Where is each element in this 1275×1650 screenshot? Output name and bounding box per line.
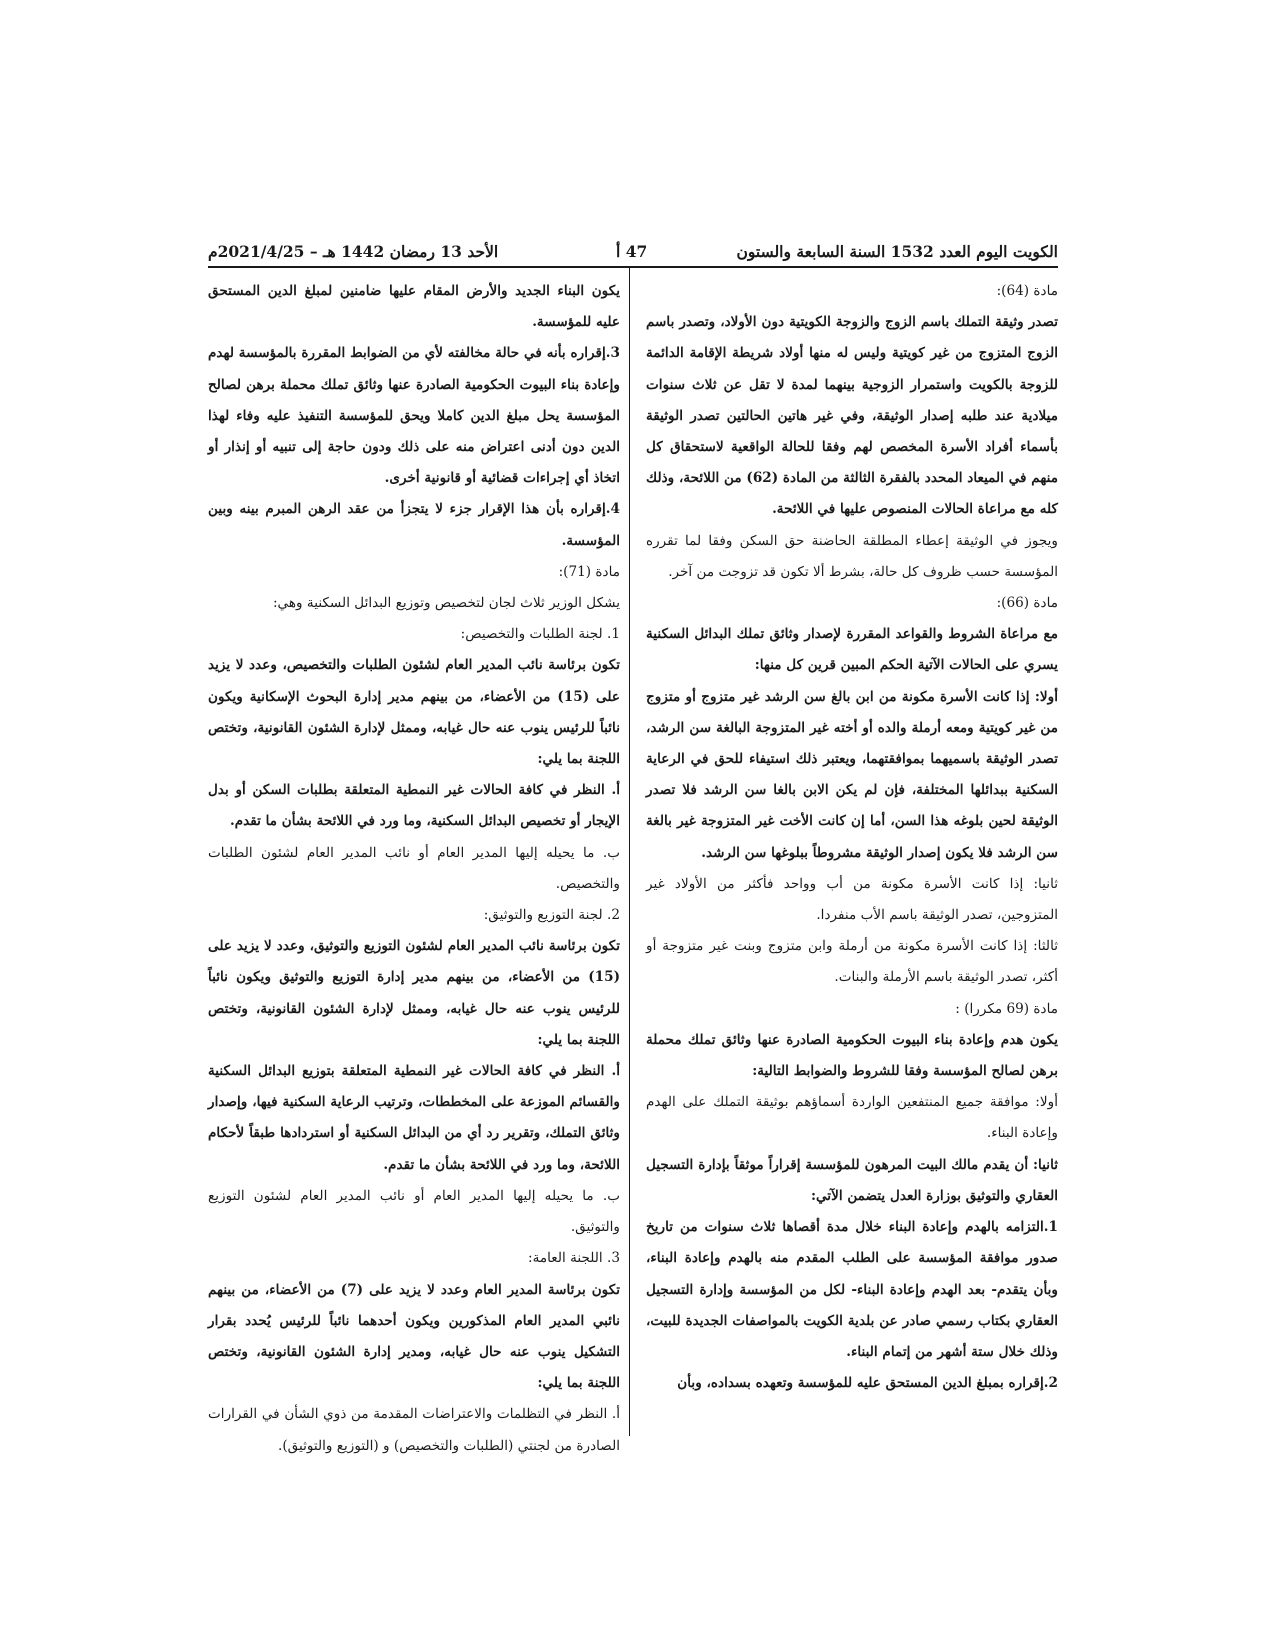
paragraph: 1. لجنة الطلبات والتخصيص: — [460, 626, 620, 643]
paragraph: 3. اللجنة العامة: — [528, 1250, 620, 1267]
column-divider — [629, 268, 630, 1436]
paragraph: يشكل الوزير ثلاث لجان لتخصيص وتوزيع البدائل السكنية وهي: — [272, 595, 620, 612]
paragraph: يكون البناء الجديد والأرض المقام عليها ضامنين لمبلغ الدين المستحق عليه للمؤسسة. — [208, 283, 620, 331]
paragraph: ب. ما يحيله إليها المدير العام أو نائب المدير العام لشئون التوزيع والتوثيق. — [208, 1187, 620, 1236]
paragraph: مادة (71): — [558, 563, 620, 580]
paragraph: أ. النظر في كافة الحالات غير النمطية المتعلقة بطلبات السكن أو بدل الإيجار أو تخصيص البدائل السكنية، وما ورد في اللائحة بشأن ما تقدم. — [208, 782, 620, 830]
paragraph: ثانيا: أن يقدم مالك البيت المرهون للمؤسسة إقراراً موثقاً بإدارة التسجيل العقاري والتوثيق بوزارة العدل يتضمن الآتي: — [646, 1156, 1058, 1204]
page-header — [208, 236, 1058, 266]
paragraph: 4.إقراره بأن هذا الإقرار جزء لا يتجزأ من عقد الرهن المبرم بينه وبين المؤسسة. — [208, 501, 620, 549]
paragraph: تكون برئاسة نائب المدير العام لشئون التوزيع والتوثيق، وعدد لا يزيد على (15) من الأعضاء، من بينهم مدير إدارة التوزيع والتوثيق ويكون نائباً للرئيس ينوب عنه حال غيابه، وممثل لإدارة الشئون القانونية، وتختص اللجنة بما يلي: — [208, 938, 620, 1048]
header-rule — [208, 266, 1058, 268]
paragraph: 2. لجنة التوزيع والتوثيق: — [483, 907, 620, 924]
paragraph: 2.إقراره بمبلغ الدين المستحق عليه للمؤسسة وتعهده بسداده، وبأن — [677, 1375, 1058, 1392]
paragraph: تكون برئاسة المدير العام وعدد لا يزيد على (7) من الأعضاء، من بينهم نائبي المدير العام المذكورين ويكون أحدهما نائباً للرئيس يُحدد بقرار التشكيل ينوب عنه حال غيابه، ومدير إدارة الشئون القانونية، وتختص اللجنة بما يلي: — [208, 1281, 620, 1392]
paragraph: ويجوز في الوثيقة إعطاء المطلقة الحاضنة حق السكن وفقا لما تقرره المؤسسة حسب ظروف كل حالة، بشرط ألا تكون قد تزوجت من آخر. — [646, 532, 1058, 580]
paragraph: أ. النظر في التظلمات والاعتراضات المقدمة من ذوي الشأن في القرارات الصادرة من لجنتي (الطلبات والتخصيص) و (التوزيع والتوثيق). — [208, 1406, 620, 1454]
paragraph: ب. ما يحيله إليها المدير العام أو نائب المدير العام لشئون الطلبات والتخصيص. — [208, 844, 620, 892]
header-date: الأحد 13 رمضان 1442 هـ – 2021/4/25م — [208, 242, 499, 261]
paragraph: 1.التزامه بالهدم وإعادة البناء خلال مدة أقصاها ثلاث سنوات من تاريخ صدور موافقة المؤسسة على الطلب المقدم منه بالهدم وإعادة البناء، وبأن يتقدم- بعد الهدم وإعادة البناء- لكل من المؤسسة وإدارة التسجيل العقاري بكتاب رسمي صادر عن بلدية الكويت بالمواصفات الجديدة للبيت، وذلك خلال ستة أشهر من إتمام البناء. — [646, 1219, 1058, 1360]
paragraph: مادة (69 مكررا) : — [955, 1000, 1058, 1017]
header-page-number: 47 أ — [616, 242, 648, 261]
paragraph: أولا: موافقة جميع المنتفعين الواردة أسماؤهم بوثيقة التملك على الهدم وإعادة البناء. — [646, 1094, 1058, 1142]
paragraph: أ. النظر في كافة الحالات غير النمطية المتعلقة بتوزيع البدائل السكنية والقسائم الموزعة على المخططات، وترتيب الرعاية السكنية فيها، وإصدار وثائق التملك، وتقرير رد أي من البدائل السكنية أو استردادها طبقاً لأحكام اللائحة، وما ورد في اللائحة بشأن ما تقدم. — [208, 1063, 620, 1173]
paragraph: مادة (66): — [996, 595, 1058, 612]
paragraph: 3.إقراره بأنه في حالة مخالفته لأي من الضوابط المقررة بالمؤسسة لهدم وإعادة بناء البيوت الحكومية الصادرة عنها وثائق تملك محملة برهن لصالح المؤسسة يحل مبلغ الدين كاملا ويحق للمؤسسة التنفيذ عليه وفاء لهذا الدين دون أدنى اعتراض منه على ذلك ودون حاجة إلى تنبيه أو إنذار أو اتخاذ أي إجراءات قضائية أو قانونية أخرى. — [208, 345, 620, 487]
paragraph: أولا: إذا كانت الأسرة مكونة من ابن بالغ سن الرشد غير متزوج أو متزوج من غير كويتية ومعه أرملة والده أو أخته غير المتزوجة البالغة سن الرشد، تصدر الوثيقة باسميهما بموافقتهما، ويعتبر ذلك استيفاء للحق في الرعاية السكنية ببدائلها المختلفة، فإن لم يكن الابن بالغا سن الرشد فلا تصدر الوثيقة لحين بلوغه هذا السن، أما إن كانت الأخت غير المتزوجة غير بالغة سن الرشد فلا يكون إصدار الوثيقة مشروطاً ببلوغها سن الرشد. — [646, 688, 1058, 861]
paragraph: تكون برئاسة نائب المدير العام لشئون الطلبات والتخصيص، وعدد لا يزيد على (15) من الأعضاء، من بينهم مدير إدارة البحوث الإسكانية ويكون نائباً للرئيس ينوب عنه حال غيابه، وممثل لإدارة الشئون القانونية، وتختص اللجنة بما يلي: — [208, 657, 620, 768]
paragraph: مع مراعاة الشروط والقواعد المقررة لإصدار وثائق تملك البدائل السكنية يسري على الحالات الآتية الحكم المبين قرين كل منها: — [646, 626, 1058, 674]
header-publication: الكويت اليوم العدد 1532 السنة السابعة والستون — [736, 242, 1058, 261]
paragraph: تصدر وثيقة التملك باسم الزوج والزوجة الكويتية دون الأولاد، وتصدر باسم الزوج المتزوج من غير كويتية وليس له منها أولاد شريطة الإقامة الدائمة للزوجة بالكويت واستمرار الزوجية بينهما لمدة لا تقل عن ثلاث سنوات ميلادية عند طلبه إصدار الوثيقة، وفي غير هاتين الحالتين تصدر الوثيقة بأسماء أفراد الأسرة المخصص لهم وفقا للحالة الواقعية لاستحقاق كل منهم في الميعاد المحدد بالفقرة الثالثة من المادة (62) من اللائحة، وذلك كله مع مراعاة الحالات المنصوص عليها في اللائحة. — [646, 314, 1058, 518]
right-column — [646, 276, 1058, 1399]
gazette-page — [208, 236, 1058, 1454]
paragraph: مادة (64): — [996, 283, 1058, 299]
paragraph: ثانيا: إذا كانت الأسرة مكونة من أب وواحد فأكثر من الأولاد غير المتزوجين، تصدر الوثيقة باسم الأب منفردا. — [646, 875, 1058, 924]
paragraph: يكون هدم وإعادة بناء البيوت الحكومية الصادرة عنها وثائق تملك محملة برهن لصالح المؤسسة وفقا للشروط والضوابط التالية: — [646, 1031, 1058, 1080]
paragraph: ثالثا: إذا كانت الأسرة مكونة من أرملة وابن متزوج وبنت غير متزوجة أو أكثر، تصدر الوثيقة باسم الأرملة والبنات. — [646, 938, 1058, 986]
left-column — [208, 276, 620, 1462]
